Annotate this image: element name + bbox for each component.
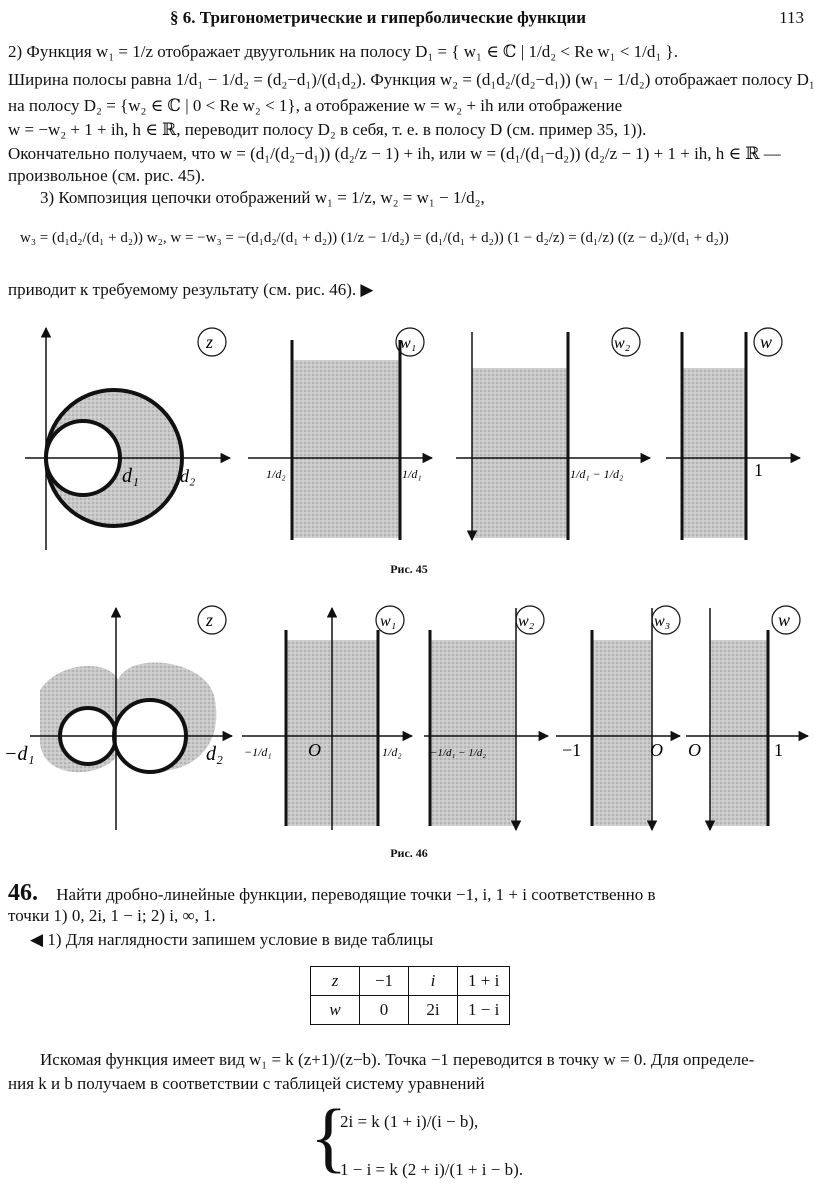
fig45-panel-z xyxy=(25,328,230,550)
p2-line-6: произвольное (см. рис. 45). xyxy=(8,166,205,185)
fig46-z-label: z xyxy=(206,610,214,630)
table-row xyxy=(311,996,510,1025)
fig45-w-label: w xyxy=(760,332,773,352)
fig46-w-label: w xyxy=(778,610,791,630)
fig45-w2-label: w₂ xyxy=(614,335,631,352)
fig45-panel-w1 xyxy=(248,328,432,540)
p2-line-2: Ширина полосы равна 1/d₁ − 1/d₂ = (d₂−d₁)/(d₁d₂). Функция w₂ = (d₁d₂/(d₂−d₁)) (w₁ − 1/d₂) отображает полосу D₁ xyxy=(8,70,815,89)
fig45-z-d1: d₁ xyxy=(122,465,139,487)
table-cell: i xyxy=(409,967,458,996)
fig46-w-origin: O xyxy=(688,740,701,760)
fig46-w3-label: w₃ xyxy=(654,613,671,630)
fig45-z-d2: d₂ xyxy=(180,466,196,486)
fig46-panel-w2 xyxy=(424,606,548,830)
fig46-w3-left: −1 xyxy=(562,740,582,760)
fig45-w1-label: w₁ xyxy=(400,335,417,352)
running-title: § 6. Тригонометрические и гиперболические функции xyxy=(170,8,586,27)
fig45-w1-left: 1/d₂ xyxy=(266,467,286,481)
problem-number: 46. xyxy=(8,880,38,906)
fig46-w2-left: −1/d₁ − 1/d₂ xyxy=(430,747,487,759)
fig46-z-right: d₂ xyxy=(206,743,223,765)
fig46-z-left: −d₁ xyxy=(4,743,35,765)
problem-46-line-5: ния k и b получаем в соответствии с таблицей систему уравнений xyxy=(8,1074,485,1093)
figure-45 xyxy=(0,310,818,560)
table-cell: z xyxy=(311,967,360,996)
fig45-caption: Рис. 45 xyxy=(390,562,428,576)
figure-46 xyxy=(0,590,818,850)
running-header xyxy=(0,6,818,30)
fig46-panel-w3 xyxy=(556,606,680,830)
fig46-panel-w xyxy=(686,606,808,830)
fig45-w2-right: 1/d₁ − 1/d₂ xyxy=(570,467,624,481)
problem-46-line-1 xyxy=(8,880,808,907)
equation-2: 1 − i = k (2 + i)/(1 + i − b). xyxy=(340,1160,523,1179)
fig46-panel-w1 xyxy=(242,606,412,830)
fig46-panel-z xyxy=(30,606,232,830)
table-cell: w xyxy=(311,996,360,1025)
table-cell: −1 xyxy=(360,967,409,996)
p3-line-3: приводит к требуемому результату (см. рис. 46). ▶ xyxy=(8,280,374,299)
fig45-w1-right: 1/d₁ xyxy=(402,467,422,481)
equation-1: 2i = k (1 + i)/(i − b), xyxy=(340,1112,479,1131)
fig46-caption: Рис. 46 xyxy=(390,846,428,860)
problem-46-line-3: ◀ 1) Для наглядности запишем условие в виде таблицы xyxy=(30,930,434,949)
fig46-w1-left: −1/d₁ xyxy=(244,745,272,759)
fig46-w2-label: w₂ xyxy=(518,613,535,630)
table-cell: 1 − i xyxy=(458,996,510,1025)
problem-46-line-4: Искомая функция имеет вид w₁ = k (z+1)/(z−b). Точка −1 переводится в точку w = 0. Для определе- xyxy=(40,1050,755,1069)
table-cell: 0 xyxy=(360,996,409,1025)
fig46-w3-origin: O xyxy=(650,740,663,760)
fig46-w-right: 1 xyxy=(774,740,783,760)
page-number: 113 xyxy=(779,8,804,27)
table-cell: 1 + i xyxy=(458,967,510,996)
fig45-panel-w2 xyxy=(456,328,650,540)
fig46-w1-origin: O xyxy=(308,740,321,760)
table-cell: 2i xyxy=(409,996,458,1025)
p2-line-1: 2) Функция w₁ = 1/z отображает двуугольник на полосу D₁ = { w₁ ∈ ℂ | 1/d₂ < Re w₁ < 1/d₁ }. xyxy=(8,42,678,61)
p3-formula: w₃ = (d₁d₂/(d₁ + d₂)) w₂, w = −w₃ = −(d₁d₂/(d₁ + d₂)) (1/z − 1/d₂) = (d₁/(d₁ + d₂)) (1 − d₂/z) = (d₁/z) ((z − d₂)/(d₁ + d₂)) xyxy=(20,230,729,246)
p3-line-1: 3) Композиция цепочки отображений w₁ = 1/z, w₂ = w₁ − 1/d₂, xyxy=(40,188,485,207)
p2-line-4: w = −w₂ + 1 + ih, h ∈ ℝ, переводит полосу D₂ в себя, т. е. в полосу D (см. пример 35, 1)). xyxy=(8,120,647,139)
problem-46-line-2: точки 1) 0, 2i, 1 − i; 2) i, ∞, 1. xyxy=(8,906,216,925)
table-row xyxy=(311,967,510,996)
p2-line-5: Окончательно получаем, что w = (d₁/(d₂−d₁)) (d₂/z − 1) + ih, или w = (d₁/(d₁−d₂)) (d₂/z − 1) + 1 + ih, h ∈ ℝ — xyxy=(8,144,781,163)
fig45-panel-w xyxy=(666,328,800,540)
p2-line-3: на полосу D₂ = {w₂ ∈ ℂ | 0 < Re w₂ < 1}, а отображение w = w₂ + ih или отображение xyxy=(8,96,623,115)
problem-46-text-1: Найти дробно-линейные функции, переводящие точки −1, i, 1 + i соответственно в xyxy=(56,885,656,904)
fig46-w1-right: 1/d₂ xyxy=(382,745,402,759)
fig46-w1-label: w₁ xyxy=(380,613,397,630)
fig45-z-label: z xyxy=(206,332,214,352)
mapping-table xyxy=(310,966,510,1025)
equation-brace: { xyxy=(310,1093,348,1180)
fig45-w-right: 1 xyxy=(754,460,763,480)
